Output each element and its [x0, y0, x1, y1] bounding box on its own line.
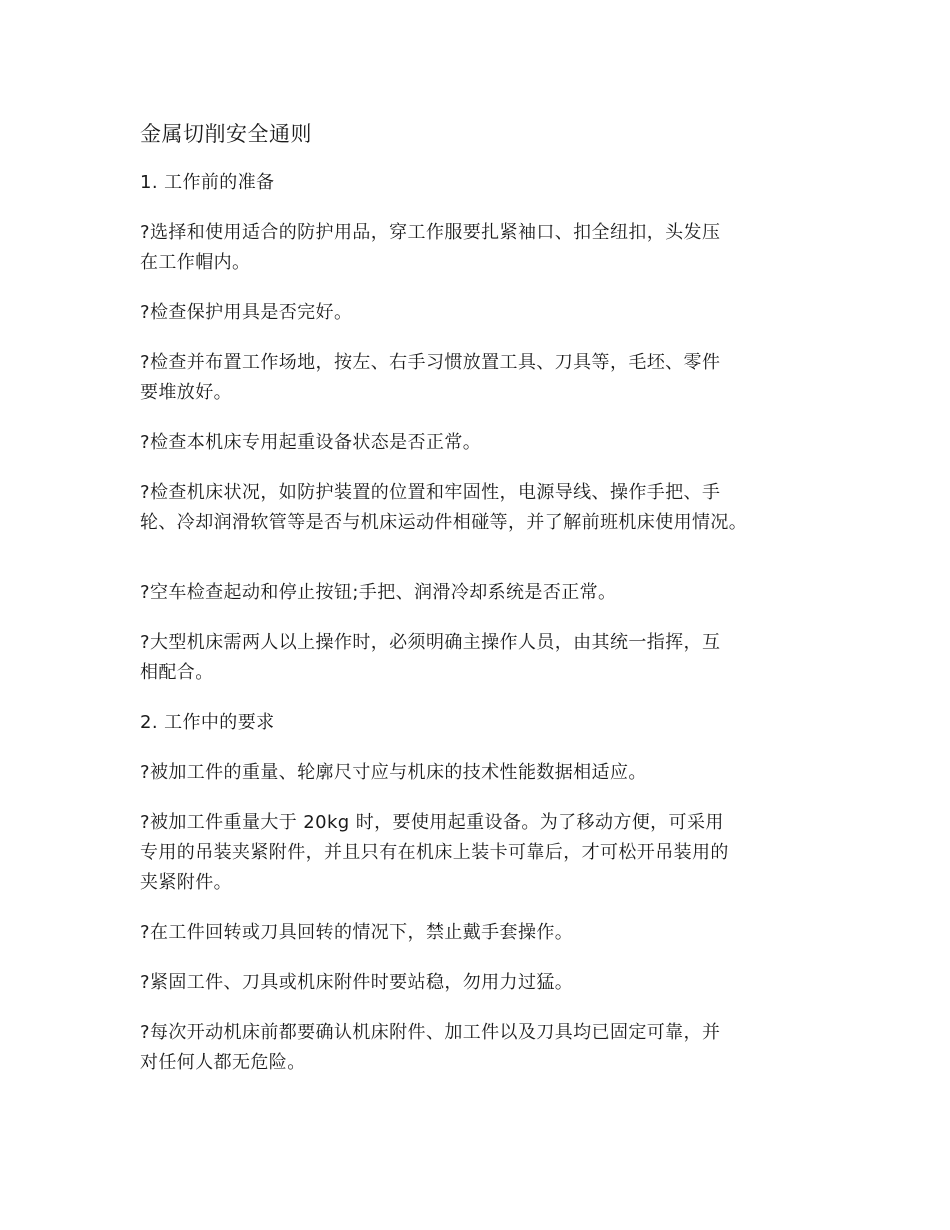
paragraph-line: ?每次开动机床前都要确认机床附件、加工件以及刀具均已固定可靠，并 — [140, 1022, 721, 1043]
paragraph-line: ?空车检查起动和停止按钮;手把、润滑冷却系统是否正常。 — [140, 582, 617, 603]
section-heading-requirements: 2. 工作中的要求 — [140, 712, 275, 733]
paragraph — [140, 1018, 830, 1078]
paragraph-line: 轮、冷却润滑软管等是否与机床运动件相碰等，并了解前班机床使用情况。 — [140, 512, 748, 533]
paragraph-line: 专用的吊装夹紧附件，并且只有在机床上装卡可靠后，才可松开吊装用的 — [140, 842, 729, 863]
paragraph — [140, 428, 830, 458]
paragraph-line: ?大型机床需两人以上操作时，必须明确主操作人员，由其统一指挥，互 — [140, 632, 721, 653]
paragraph — [140, 218, 830, 278]
paragraph-line: ?检查保护用具是否完好。 — [140, 302, 353, 323]
paragraph — [140, 478, 830, 538]
paragraph-line: 夹紧附件。 — [140, 872, 232, 893]
document-title: 金属切削安全通则 — [140, 122, 312, 146]
paragraph-line: ?选择和使用适合的防护用品，穿工作服要扎紧袖口、扣全纽扣，头发压 — [140, 222, 721, 243]
paragraph-line: ?检查并布置工作场地，按左、右手习惯放置工具、刀具等，毛坯、零件 — [140, 352, 721, 373]
paragraph-line: 相配合。 — [140, 662, 214, 683]
paragraph-line: ?检查本机床专用起重设备状态是否正常。 — [140, 432, 482, 453]
document-page — [140, 118, 830, 1098]
paragraph-line: 要堆放好。 — [140, 382, 232, 403]
paragraph-line: 在工作帽内。 — [140, 252, 251, 273]
paragraph — [140, 968, 830, 998]
paragraph-line: ?在工件回转或刀具回转的情况下，禁止戴手套操作。 — [140, 922, 574, 943]
paragraph — [140, 348, 830, 408]
paragraph-line: 对任何人都无危险。 — [140, 1052, 306, 1073]
paragraph-line: ?紧固工件、刀具或机床附件时要站稳，勿用力过猛。 — [140, 972, 574, 993]
paragraph — [140, 808, 830, 898]
paragraph — [140, 758, 830, 788]
paragraph — [140, 578, 830, 608]
section-heading-preparation: 1. 工作前的准备 — [140, 172, 275, 193]
paragraph — [140, 918, 830, 948]
paragraph-line: ?被加工件重量大于 20kg 时，要使用起重设备。为了移动方便，可采用 — [140, 812, 724, 833]
paragraph-line: ?检查机床状况，如防护装置的位置和牢固性，电源导线、操作手把、手 — [140, 482, 721, 503]
paragraph-spacer — [140, 558, 830, 578]
paragraph — [140, 298, 830, 328]
paragraph — [140, 628, 830, 688]
paragraph-line: ?被加工件的重量、轮廓尺寸应与机床的技术性能数据相适应。 — [140, 762, 647, 783]
